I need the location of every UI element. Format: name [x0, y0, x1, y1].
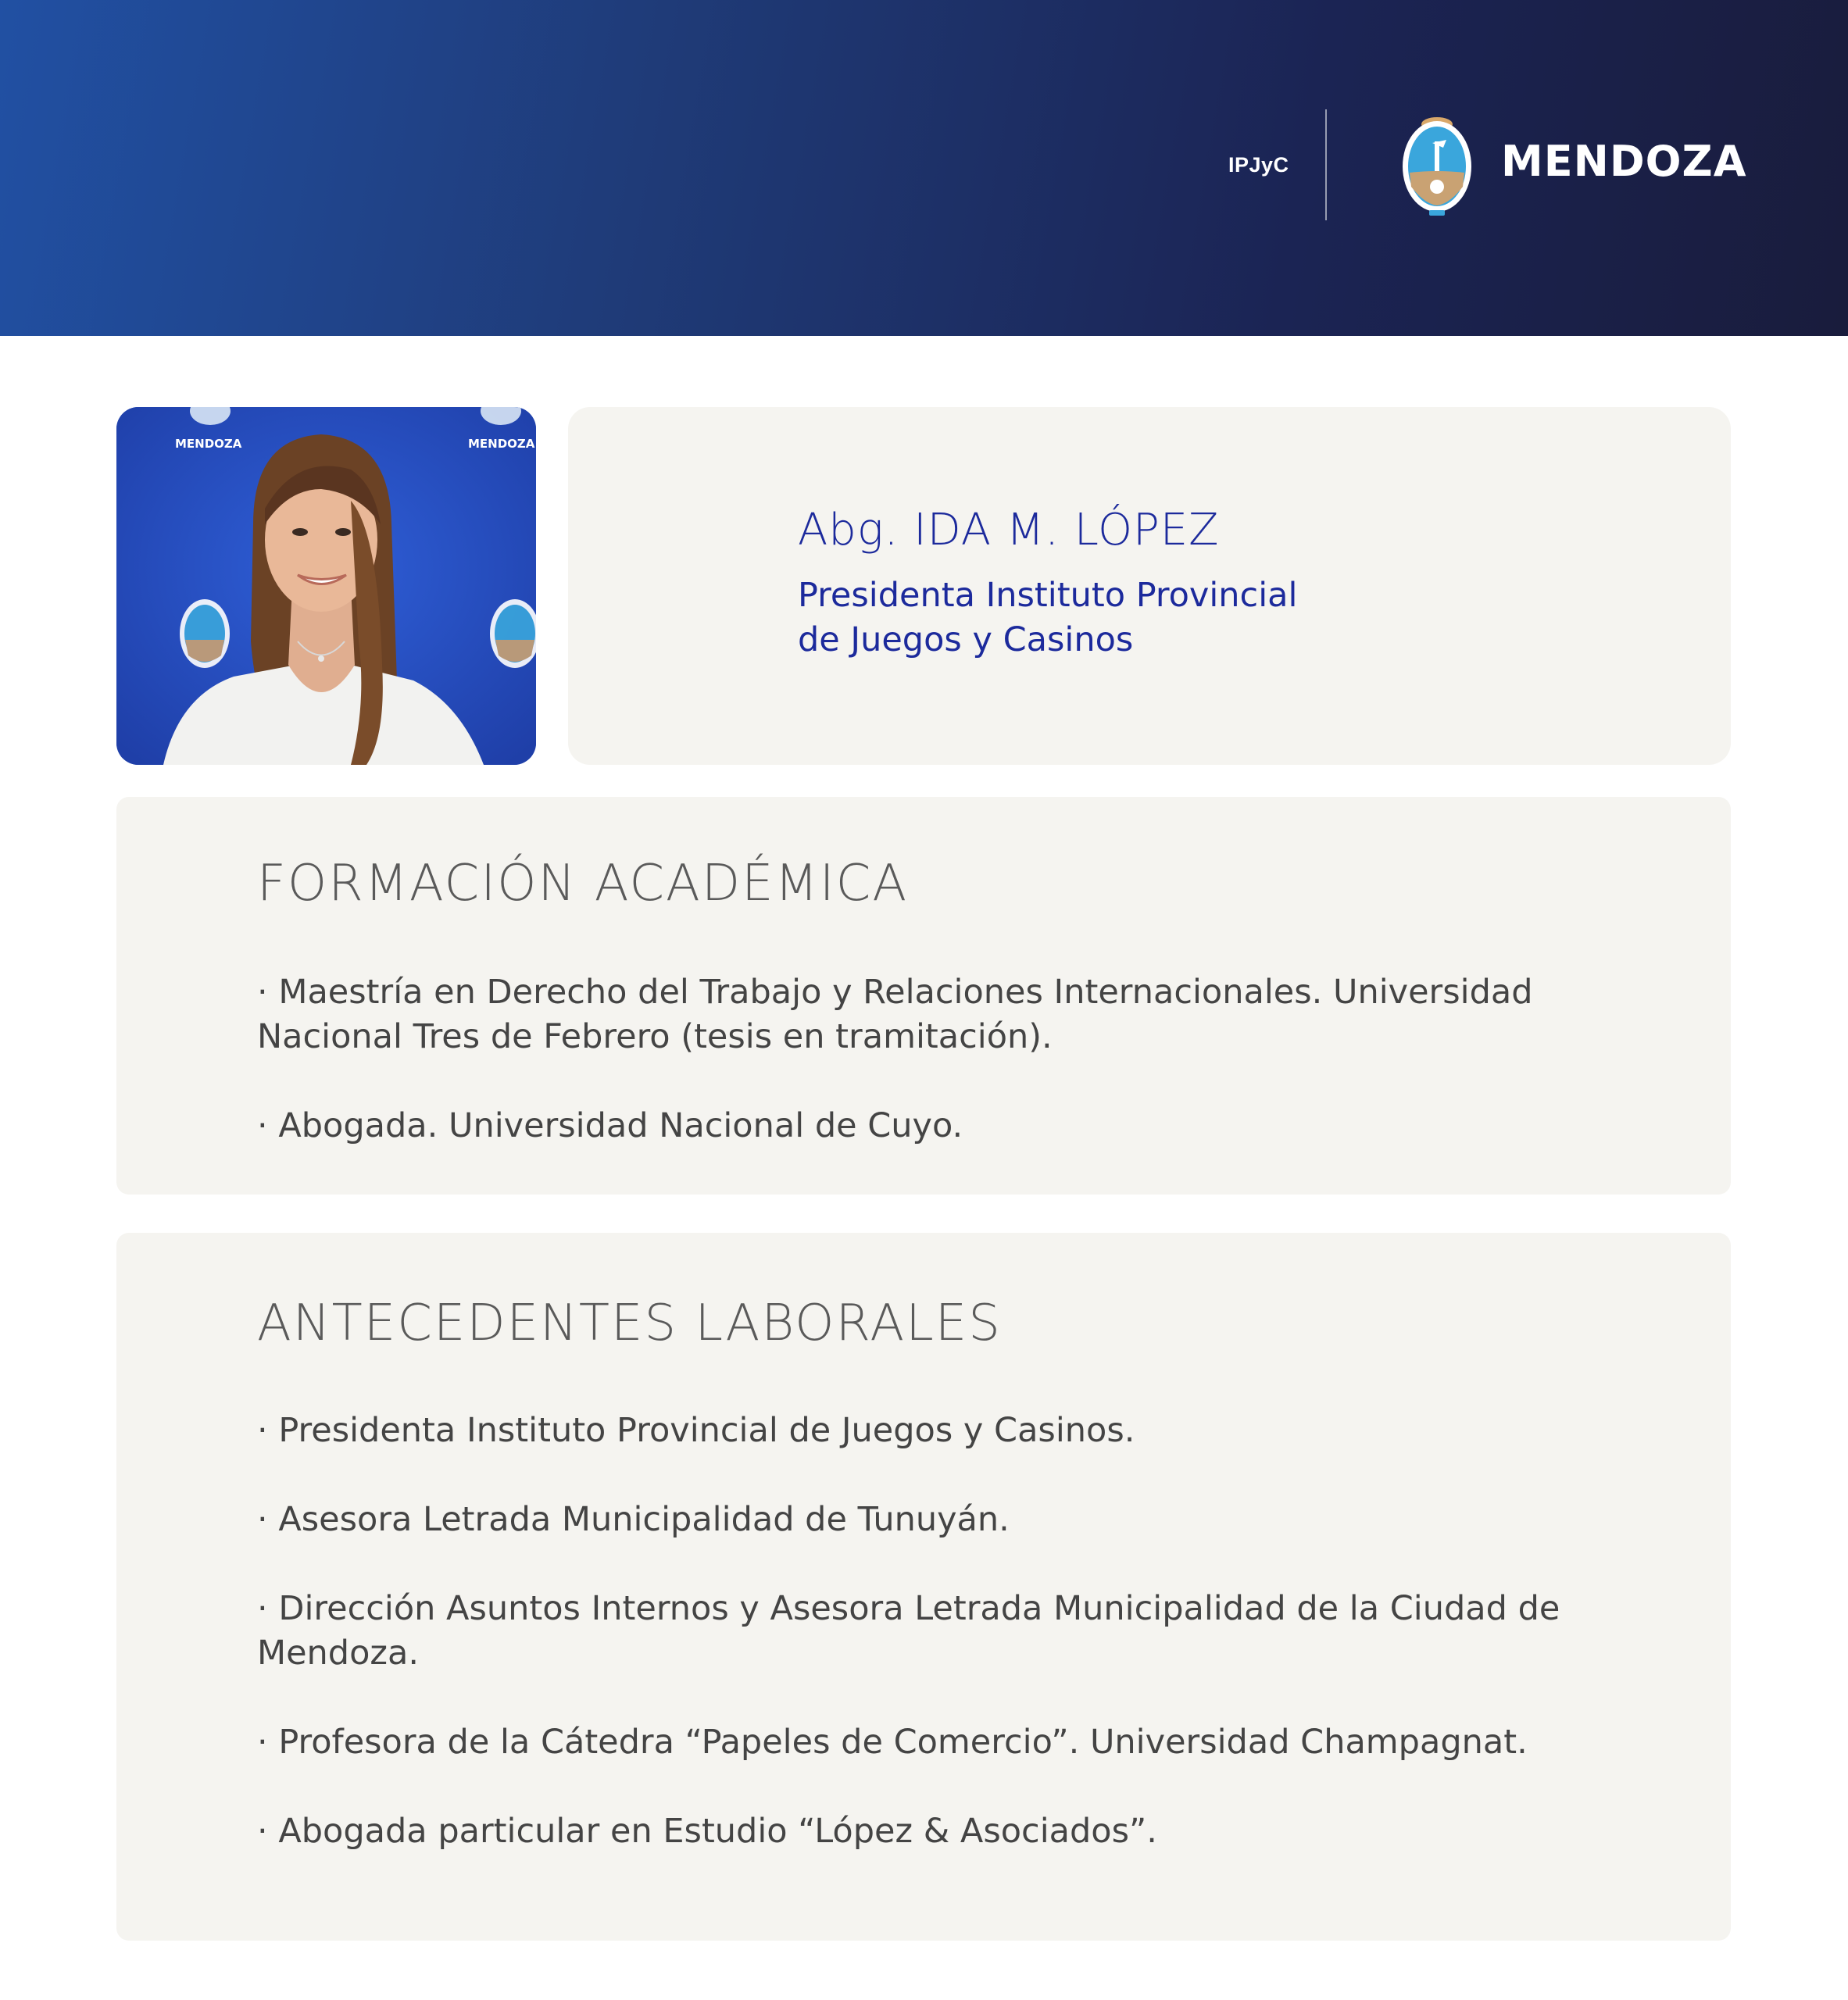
list-item: · Abogada particular en Estudio “López & Asociados”.	[257, 1809, 1617, 1854]
brand-wordmark: MENDOZA	[1501, 137, 1747, 186]
backdrop-label-right: MENDOZA	[468, 437, 535, 451]
work-list	[257, 1409, 1617, 1898]
backdrop-label-left: MENDOZA	[175, 437, 242, 451]
person-role	[798, 573, 1392, 662]
list-item: · Maestría en Derecho del Trabajo y Relaciones Internacionales. Universidad Nacional Tres de Febrero (tesis en tramitación).	[257, 970, 1617, 1059]
profile-photo	[116, 407, 536, 765]
list-item: · Profesora de la Cátedra “Papeles de Comercio”. Universidad Champagnat.	[257, 1720, 1617, 1765]
header-divider	[1325, 109, 1327, 220]
list-item: · Abogada. Universidad Nacional de Cuyo.	[257, 1104, 1617, 1148]
list-item: · Asesora Letrada Municipalidad de Tunuyán.	[257, 1498, 1617, 1542]
person-name: Abg. IDA M. LÓPEZ	[798, 505, 1220, 555]
mendoza-crest-icon	[1401, 112, 1473, 218]
role-line-1: Presidenta Instituto Provincial	[798, 576, 1298, 615]
education-title: FORMACIÓN ACADÉMICA	[257, 855, 909, 912]
work-section	[116, 1233, 1731, 1941]
list-item: · Dirección Asuntos Internos y Asesora Letrada Municipalidad de la Ciudad de Mendoza.	[257, 1587, 1617, 1676]
education-section	[116, 797, 1731, 1195]
work-title: ANTECEDENTES LABORALES	[257, 1295, 1002, 1352]
role-line-2: de Juegos y Casinos	[798, 620, 1134, 659]
list-item: · Presidenta Instituto Provincial de Juegos y Casinos.	[257, 1409, 1617, 1453]
header-banner	[0, 0, 1848, 336]
education-list	[257, 970, 1617, 1193]
institute-abbreviation: IPJyC	[1228, 153, 1289, 177]
